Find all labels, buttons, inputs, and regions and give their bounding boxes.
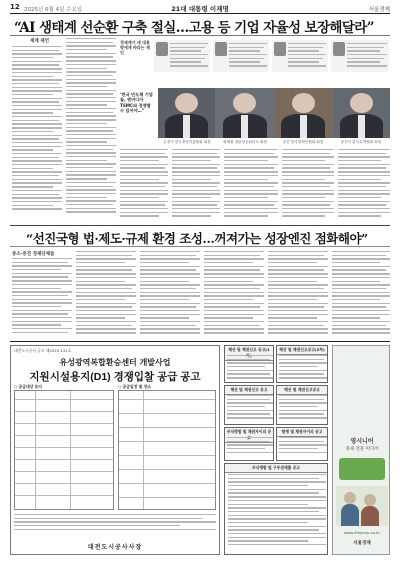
sidebar-card-3 [272, 40, 328, 72]
article1-byline: 재계 제언 [30, 39, 49, 44]
photo-caption-2: 최태원 대한상공회의소 회장 [223, 140, 267, 144]
notice-title-line1: 유성광역복합환승센터 개발사업 [59, 358, 171, 367]
photo-caption-1: 손경식 한국경영자총협회 회장 [163, 140, 211, 144]
article2-col4 [204, 251, 264, 338]
small-ad-4-title: 해산 및 채권신고공고 [277, 386, 327, 395]
photo-caption-4: 윤진식 한국무역협회 회장 [340, 140, 382, 144]
small-ad-2-title: 해산 및 채권신고공고(2차) [277, 346, 327, 355]
small-ad-7-title: 주식병합 및 구주권제출 공고 [225, 464, 327, 473]
brand-ad-logo [339, 458, 385, 480]
notice-fineprint [14, 514, 216, 538]
notice-issuer: 대전도시공사 공고 제2025-131호 [14, 348, 72, 353]
article2-col3 [140, 251, 200, 338]
brand-ad-publication: 서울경제 [353, 541, 371, 546]
person-photo-2 [216, 88, 273, 138]
small-ad-5-title: 주식병합 및 채권자이의 공 [225, 428, 273, 443]
small-ad-7 [224, 463, 328, 555]
small-ad-5 [224, 427, 274, 461]
page-header [10, 2, 390, 13]
brand-ad-line1: 영시니어 [350, 438, 374, 445]
article2-col2 [76, 251, 136, 338]
small-ad-1 [224, 345, 274, 383]
notice-footer: 대전도시공사사장 [87, 544, 143, 551]
sidebar-card-1 [154, 40, 210, 72]
article2-byline: 중소·중견 경제단체들 [12, 252, 55, 257]
brand-ad-url[interactable]: www.lifejump.co.kr [343, 530, 381, 535]
person-photo-1 [158, 88, 215, 138]
article1-headline: “AI 생태계 선순환 구축 절실…고용 등 기업 자율성 보장해달라” [14, 20, 374, 36]
article1-col7 [338, 149, 390, 221]
page-number: 12 [10, 3, 20, 11]
article1-col5 [224, 149, 278, 221]
article1-col1 [12, 46, 62, 221]
article2-col6 [332, 251, 390, 338]
article1-col4 [172, 149, 220, 221]
article-divider [10, 225, 390, 226]
person-photo-4 [333, 88, 390, 138]
brand-ad-image [336, 486, 388, 526]
proposals-sidebar [120, 40, 390, 88]
sidebar-title: 경제계가 새 대통령에게 바라는 제언 [120, 40, 150, 55]
brand-ad-line2: 경제 전문 미디어 [345, 447, 379, 452]
article2-headline: “선진국형 법·제도·규제 환경 조성…꺼져가는 성장엔진 점화해야” [26, 231, 368, 246]
header-rule [10, 13, 390, 14]
article2-col1 [12, 258, 72, 338]
small-ad-6-title: 합병 및 채권자이의 공고 [277, 428, 327, 437]
sidebar-card-4 [331, 40, 389, 72]
article2-col5 [268, 251, 328, 338]
person-photo-3 [275, 88, 332, 138]
issue-date: 2025년 6월 4일 수요일 [24, 7, 83, 13]
pullquote: ‘한국 반도체 기업들, 엔비디아 TSMC와 경쟁할 수 있어야…” [120, 92, 153, 114]
photo-caption-3: 류진 한국경제인협회 회장 [282, 140, 324, 144]
brand-ad [332, 345, 390, 555]
notice-section1-label: ○ 공급대상 토지 [14, 384, 42, 389]
ad-section-rule [10, 341, 390, 342]
notice-title-line2: 지원시설용지(D1) 경쟁입찰 공급 공고 [29, 371, 201, 383]
small-ad-1-title: 해산 및 채권신고 공고(1 [225, 346, 273, 361]
notice-table-2 [118, 390, 216, 510]
notice-table-1 [14, 390, 114, 510]
publication-name: 서울경제 [368, 7, 390, 13]
small-ad-2 [276, 345, 328, 383]
notice-section2-label: ○ 공급일정 및 장소 [118, 384, 151, 389]
public-notice-ad [10, 345, 220, 555]
small-ad-3-title: 해산 및 채권신고 공고 [225, 386, 273, 395]
small-ad-6 [276, 427, 328, 461]
article1-col2 [66, 38, 116, 221]
article1-col6 [282, 149, 334, 221]
article1-col3 [120, 149, 168, 221]
sidebar-card-2 [213, 40, 269, 72]
headline-rule [10, 35, 390, 36]
executives-photo [158, 88, 390, 146]
small-ad-3 [224, 385, 274, 425]
section-title: 21대 대통령 이재명 [171, 5, 229, 13]
small-ad-4 [276, 385, 328, 425]
article2-rule [10, 246, 390, 247]
